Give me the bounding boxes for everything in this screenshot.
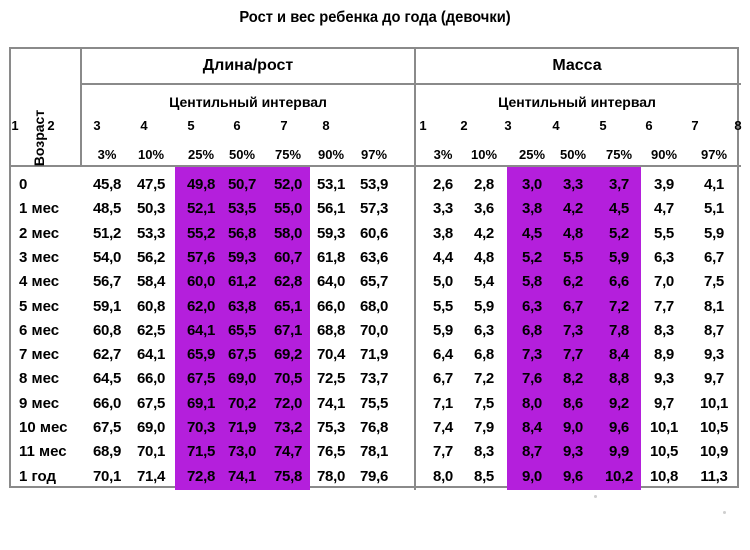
age-cell: 7 мес — [19, 346, 60, 363]
mass-value: 5,9 — [704, 225, 724, 242]
length-value: 73,2 — [274, 419, 302, 436]
mass-value: 3,3 — [563, 176, 583, 193]
mass-value: 3,6 — [474, 200, 494, 217]
length-value: 67,5 — [187, 370, 215, 387]
length-value: 55,2 — [187, 225, 215, 242]
length-value: 53,1 — [317, 176, 345, 193]
mass-value: 9,7 — [704, 370, 724, 387]
length-value: 72,8 — [187, 468, 215, 485]
mass-value: 5,9 — [609, 249, 629, 266]
header-divider — [81, 83, 741, 85]
mass-value: 9,0 — [563, 419, 583, 436]
mass-value: 7,9 — [474, 419, 494, 436]
length-value: 57,3 — [360, 200, 388, 217]
mass-section-header: Масса — [552, 57, 602, 74]
mass-value: 9,3 — [704, 346, 724, 363]
interval-number: 4 — [552, 118, 560, 133]
mass-value: 7,2 — [609, 298, 629, 315]
mass-value: 9,3 — [563, 443, 583, 460]
decorative-dot — [723, 511, 726, 514]
mass-value: 5,1 — [704, 200, 724, 217]
interval-number: 4 — [140, 118, 148, 133]
length-value: 50,3 — [137, 200, 165, 217]
length-value: 56,8 — [228, 225, 256, 242]
length-value: 67,5 — [93, 419, 121, 436]
mass-value: 5,2 — [522, 249, 542, 266]
length-value: 70,4 — [317, 346, 345, 363]
length-value: 48,5 — [93, 200, 121, 217]
length-value: 70,2 — [228, 395, 256, 412]
mass-value: 10,5 — [650, 443, 678, 460]
mass-value: 8,0 — [522, 395, 542, 412]
mass-value: 8,2 — [563, 370, 583, 387]
mass-value: 8,4 — [609, 346, 629, 363]
mass-value: 8,9 — [654, 346, 674, 363]
mass-value: 7,1 — [433, 395, 453, 412]
length-value: 61,8 — [317, 249, 345, 266]
interval-number: 3 — [504, 118, 512, 133]
mass-value: 8,5 — [474, 468, 494, 485]
mass-value: 6,7 — [704, 249, 724, 266]
mass-value: 3,0 — [522, 176, 542, 193]
length-value: 62,7 — [93, 346, 121, 363]
length-value: 74,1 — [317, 395, 345, 412]
length-value: 79,6 — [360, 468, 388, 485]
length-value: 52,1 — [187, 200, 215, 217]
length-value: 64,5 — [93, 370, 121, 387]
age-cell: 10 мес — [19, 419, 68, 436]
age-cell: 4 мес — [19, 273, 60, 290]
length-value: 53,3 — [137, 225, 165, 242]
interval-number: 3 — [93, 118, 101, 133]
mass-percentile-header: 50% — [559, 147, 587, 162]
length-value: 71,5 — [187, 443, 215, 460]
mass-value: 5,5 — [433, 298, 453, 315]
mass-value: 6,7 — [563, 298, 583, 315]
length-value: 70,5 — [274, 370, 302, 387]
mass-value: 4,5 — [609, 200, 629, 217]
length-value: 56,7 — [93, 273, 121, 290]
length-value: 59,3 — [228, 249, 256, 266]
length-value: 75,8 — [274, 468, 302, 485]
mass-value: 9,2 — [609, 395, 629, 412]
length-value: 68,9 — [93, 443, 121, 460]
mass-value: 9,0 — [522, 468, 542, 485]
interval-number: 8 — [734, 118, 742, 133]
length-value: 78,1 — [360, 443, 388, 460]
interval-number: 8 — [322, 118, 330, 133]
interval-number: 6 — [645, 118, 653, 133]
length-percentile-header: 3% — [97, 147, 117, 162]
length-percentile-header: 25% — [187, 147, 215, 162]
growth-weight-table — [9, 47, 742, 488]
mass-value: 6,3 — [654, 249, 674, 266]
mass-value: 5,8 — [522, 273, 542, 290]
interval-number: 1 — [419, 118, 427, 133]
length-value: 64,1 — [137, 346, 165, 363]
length-value: 76,8 — [360, 419, 388, 436]
mass-value: 3,8 — [522, 200, 542, 217]
mass-value: 4,2 — [474, 225, 494, 242]
mass-value: 8,8 — [609, 370, 629, 387]
mass-value: 9,6 — [563, 468, 583, 485]
length-percentile-header: 90% — [317, 147, 345, 162]
interval-number: 2 — [47, 118, 55, 133]
length-value: 51,2 — [93, 225, 121, 242]
length-value: 75,5 — [360, 395, 388, 412]
mass-value: 5,5 — [654, 225, 674, 242]
length-centile-interval-label: Центильный интервал — [169, 94, 327, 110]
length-value: 68,8 — [317, 322, 345, 339]
length-value: 64,1 — [187, 322, 215, 339]
mass-value: 2,8 — [474, 176, 494, 193]
age-cell: 6 мес — [19, 322, 60, 339]
age-cell: 11 мес — [19, 443, 67, 460]
mass-value: 6,3 — [474, 322, 494, 339]
mass-value: 4,1 — [704, 176, 724, 193]
length-value: 70,1 — [137, 443, 165, 460]
mass-value: 7,5 — [474, 395, 494, 412]
section-divider — [414, 49, 416, 490]
mass-percentile-header: 3% — [433, 147, 453, 162]
mass-value: 8,6 — [563, 395, 583, 412]
length-value: 71,4 — [137, 468, 165, 485]
age-cell: 3 мес — [19, 249, 60, 266]
age-cell: 8 мес — [19, 370, 60, 387]
length-value: 60,6 — [360, 225, 388, 242]
mass-percentile-header: 75% — [605, 147, 633, 162]
mass-value: 4,2 — [563, 200, 583, 217]
decorative-dot — [594, 495, 597, 498]
length-value: 64,0 — [317, 273, 345, 290]
mass-value: 7,4 — [433, 419, 453, 436]
mass-value: 6,8 — [474, 346, 494, 363]
length-value: 53,5 — [228, 200, 256, 217]
interval-number: 5 — [599, 118, 607, 133]
mass-value: 6,8 — [522, 322, 542, 339]
length-value: 68,0 — [360, 298, 388, 315]
mass-value: 3,9 — [654, 176, 674, 193]
mass-value: 9,9 — [609, 443, 629, 460]
length-value: 56,1 — [317, 200, 345, 217]
length-value: 65,1 — [274, 298, 302, 315]
mass-centile-interval-label: Центильный интервал — [498, 94, 656, 110]
length-value: 63,8 — [228, 298, 256, 315]
length-value: 65,7 — [360, 273, 388, 290]
length-value: 47,5 — [137, 176, 165, 193]
mass-value: 6,7 — [433, 370, 453, 387]
mass-value: 6,6 — [609, 273, 629, 290]
length-value: 69,0 — [228, 370, 256, 387]
mass-value: 5,0 — [433, 273, 453, 290]
mass-value: 3,8 — [433, 225, 453, 242]
mass-value: 7,2 — [474, 370, 494, 387]
mass-value: 9,3 — [654, 370, 674, 387]
mass-value: 8,7 — [704, 322, 724, 339]
length-value: 55,0 — [274, 200, 302, 217]
mass-value: 5,5 — [563, 249, 583, 266]
length-value: 62,8 — [274, 273, 302, 290]
mass-value: 8,1 — [704, 298, 724, 315]
length-value: 78,0 — [317, 468, 345, 485]
length-value: 67,5 — [137, 395, 165, 412]
age-cell: 9 мес — [19, 395, 60, 412]
length-value: 57,6 — [187, 249, 215, 266]
length-value: 67,1 — [274, 322, 302, 339]
mass-value: 6,2 — [563, 273, 583, 290]
mass-percentile-header: 10% — [470, 147, 498, 162]
mass-value: 8,0 — [433, 468, 453, 485]
mass-value: 9,6 — [609, 419, 629, 436]
length-value: 72,0 — [274, 395, 302, 412]
interval-number: 7 — [280, 118, 288, 133]
length-value: 69,2 — [274, 346, 302, 363]
mass-value: 7,5 — [704, 273, 724, 290]
length-value: 66,0 — [93, 395, 121, 412]
age-cell: 0 — [19, 176, 28, 193]
length-value: 69,0 — [137, 419, 165, 436]
length-value: 74,1 — [228, 468, 256, 485]
mass-value: 10,5 — [700, 419, 728, 436]
age-column-divider — [80, 49, 82, 165]
age-cell: 2 мес — [19, 225, 60, 242]
length-value: 60,7 — [274, 249, 302, 266]
length-value: 67,5 — [228, 346, 256, 363]
length-value: 74,7 — [274, 443, 302, 460]
mass-value: 7,7 — [654, 298, 674, 315]
interval-number: 1 — [11, 118, 19, 133]
length-value: 69,1 — [187, 395, 215, 412]
mass-value: 7,6 — [522, 370, 542, 387]
length-value: 62,5 — [137, 322, 165, 339]
length-value: 52,0 — [274, 176, 302, 193]
length-percentile-header: 75% — [274, 147, 302, 162]
mass-value: 2,6 — [433, 176, 453, 193]
mass-value: 8,3 — [654, 322, 674, 339]
mass-value: 5,4 — [474, 273, 494, 290]
mass-value: 5,9 — [433, 322, 453, 339]
age-cell: 1 мес — [19, 200, 60, 217]
length-value: 73,0 — [228, 443, 256, 460]
length-value: 50,7 — [228, 176, 256, 193]
mass-percentile-header: 90% — [650, 147, 678, 162]
mass-value: 10,1 — [650, 419, 678, 436]
mass-percentile-header: 25% — [518, 147, 546, 162]
length-percentile-header: 97% — [360, 147, 388, 162]
length-value: 76,5 — [317, 443, 345, 460]
mass-value: 8,7 — [522, 443, 542, 460]
length-value: 70,1 — [93, 468, 121, 485]
interval-number: 7 — [691, 118, 699, 133]
length-value: 54,0 — [93, 249, 121, 266]
length-value: 59,3 — [317, 225, 345, 242]
interval-number: 6 — [233, 118, 241, 133]
age-cell: 1 год — [19, 468, 57, 485]
mass-value: 6,4 — [433, 346, 453, 363]
length-value: 61,2 — [228, 273, 256, 290]
mass-value: 3,3 — [433, 200, 453, 217]
mass-value: 11,3 — [700, 468, 728, 485]
length-value: 45,8 — [93, 176, 121, 193]
length-value: 59,1 — [93, 298, 121, 315]
length-value: 72,5 — [317, 370, 345, 387]
length-value: 56,2 — [137, 249, 165, 266]
mass-percentile-header: 97% — [700, 147, 728, 162]
length-value: 73,7 — [360, 370, 388, 387]
mass-value: 7,7 — [433, 443, 453, 460]
length-value: 70,0 — [360, 322, 388, 339]
mass-value: 3,7 — [609, 176, 629, 193]
mass-value: 10,9 — [700, 443, 728, 460]
mass-value: 4,5 — [522, 225, 542, 242]
length-value: 65,5 — [228, 322, 256, 339]
mass-value: 7,0 — [654, 273, 674, 290]
mass-value: 10,1 — [700, 395, 728, 412]
mass-value: 4,8 — [563, 225, 583, 242]
mass-value: 6,3 — [522, 298, 542, 315]
mass-value: 10,2 — [605, 468, 633, 485]
length-value: 62,0 — [187, 298, 215, 315]
age-cell: 5 мес — [19, 298, 60, 315]
mass-value: 4,8 — [474, 249, 494, 266]
mass-value: 5,2 — [609, 225, 629, 242]
interval-number: 5 — [187, 118, 195, 133]
length-value: 65,9 — [187, 346, 215, 363]
length-value: 66,0 — [137, 370, 165, 387]
header-bottom-line — [11, 165, 741, 167]
length-value: 70,3 — [187, 419, 215, 436]
mass-value: 10,8 — [650, 468, 678, 485]
length-value: 66,0 — [317, 298, 345, 315]
length-value: 49,8 — [187, 176, 215, 193]
length-section-header: Длина/рост — [202, 57, 294, 74]
length-value: 71,9 — [228, 419, 256, 436]
length-percentile-header: 50% — [228, 147, 256, 162]
length-value: 53,9 — [360, 176, 388, 193]
mass-value: 8,4 — [522, 419, 542, 436]
mass-value: 4,7 — [654, 200, 674, 217]
length-value: 63,6 — [360, 249, 388, 266]
mass-value: 7,3 — [563, 322, 583, 339]
mass-value: 5,9 — [474, 298, 494, 315]
length-value: 60,8 — [137, 298, 165, 315]
length-value: 58,0 — [274, 225, 302, 242]
interval-number: 2 — [460, 118, 468, 133]
mass-value: 7,8 — [609, 322, 629, 339]
mass-value: 4,4 — [433, 249, 453, 266]
mass-value: 9,7 — [654, 395, 674, 412]
length-percentile-header: 10% — [137, 147, 165, 162]
mass-value: 7,7 — [563, 346, 583, 363]
length-value: 60,8 — [93, 322, 121, 339]
length-value: 75,3 — [317, 419, 345, 436]
length-value: 58,4 — [137, 273, 165, 290]
mass-value: 7,3 — [522, 346, 542, 363]
length-value: 71,9 — [360, 346, 388, 363]
length-value: 60,0 — [187, 273, 215, 290]
mass-value: 8,3 — [474, 443, 494, 460]
page-title: Рост и вес ребенка до года (девочки) — [239, 9, 511, 26]
age-column-header: Возраст — [31, 109, 47, 167]
